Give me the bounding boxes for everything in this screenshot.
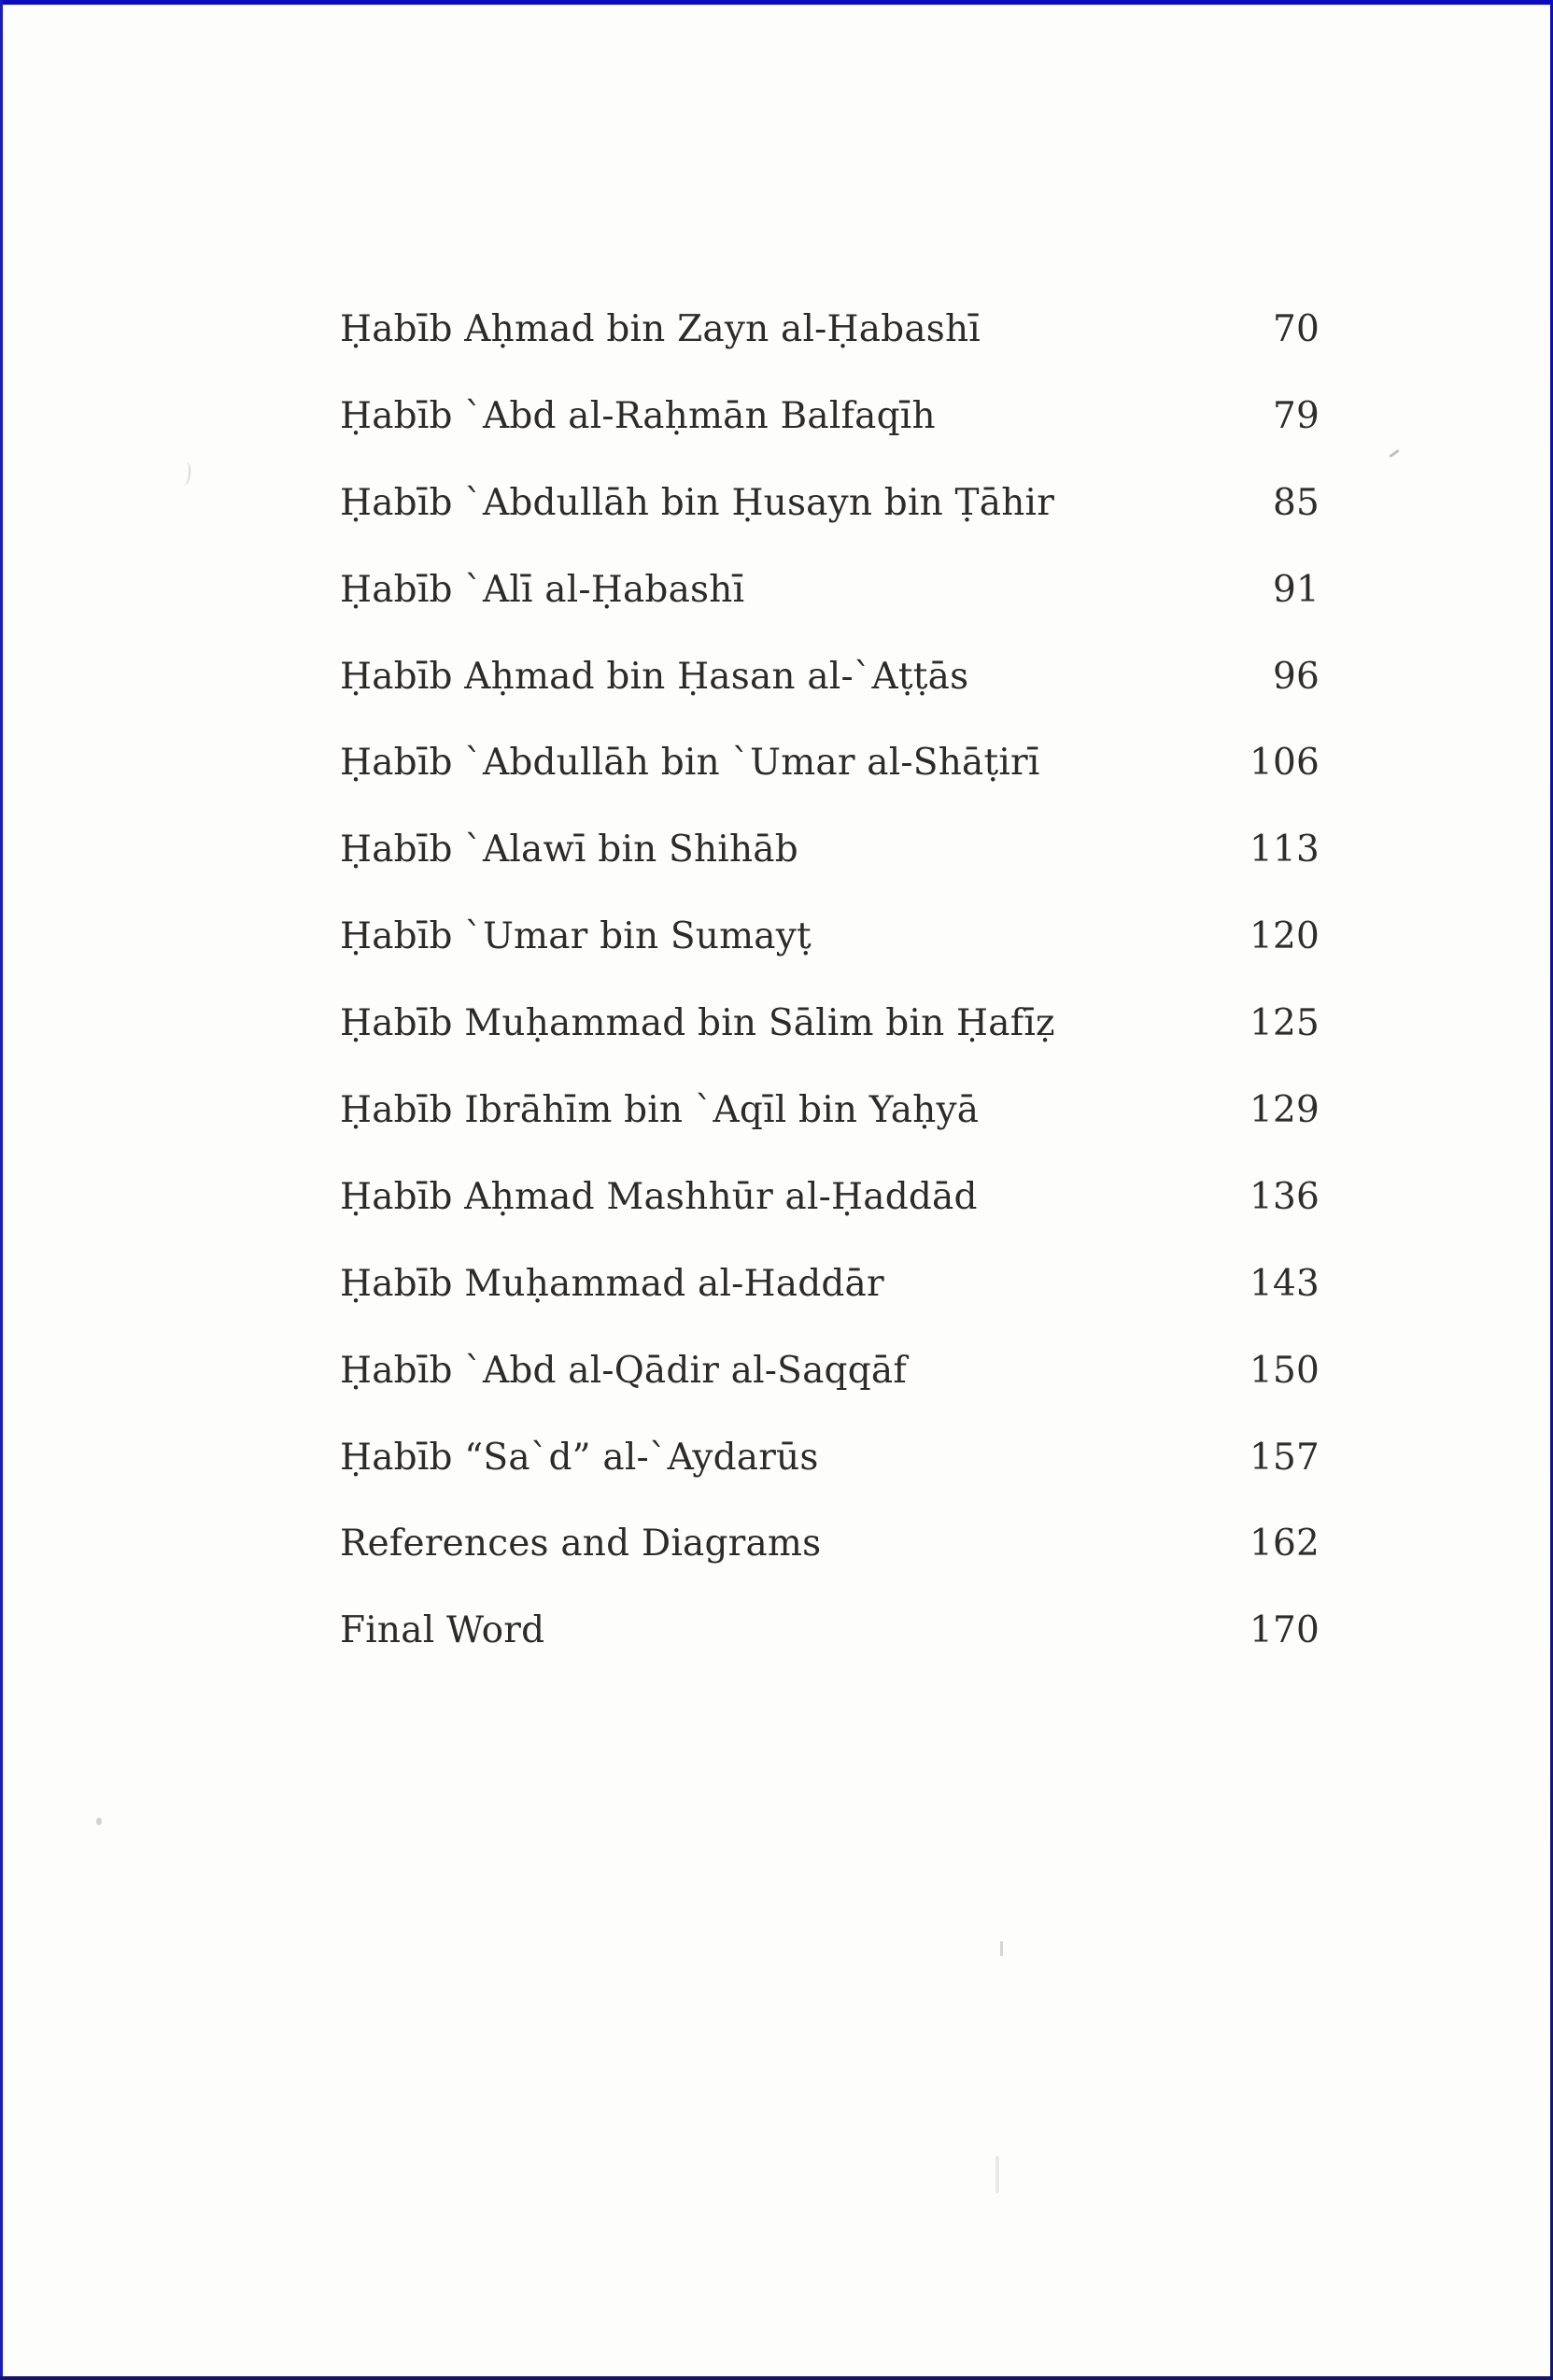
toc-entry-page-number: 129 [1249, 1088, 1320, 1131]
scan-artifact [96, 1818, 102, 1825]
toc-entry-page-number: 70 [1272, 307, 1320, 350]
toc-entry-title: Ḥabīb Muḥammad bin Sālim bin Ḥafīẓ [340, 1002, 1055, 1045]
toc-entry-title: References and Diagrams [340, 1523, 822, 1565]
table-of-contents [340, 286, 1320, 1674]
scan-artifact [178, 460, 192, 486]
toc-entry-title: Ḥabīb `Alawī bin Shihāb [340, 829, 798, 871]
toc-entry [340, 1154, 1320, 1240]
toc-entry-title: Ḥabīb Aḥmad bin Zayn al-Ḥabashī [340, 307, 981, 350]
toc-entry-page-number: 85 [1272, 481, 1320, 524]
toc-entry-page-number: 96 [1272, 655, 1320, 698]
toc-entry [340, 980, 1320, 1067]
toc-entry-title: Ḥabīb `Abdullāh bin `Umar al-Shāṭirī [340, 742, 1040, 785]
toc-entry-page-number: 150 [1249, 1349, 1320, 1392]
toc-entry-title: Ḥabīb Aḥmad bin Ḥasan al-`Aṭṭās [340, 655, 969, 698]
toc-entry-page-number: 162 [1249, 1523, 1320, 1565]
toc-entry-title: Ḥabīb `Abdullāh bin Ḥusayn bin Ṭāhir [340, 481, 1055, 524]
toc-entry-title: Final Word [340, 1609, 545, 1652]
page-border-top [0, 0, 1553, 5]
toc-entry-page-number: 106 [1249, 742, 1320, 785]
toc-entry [340, 1067, 1320, 1154]
toc-entry-page-number: 125 [1249, 1002, 1320, 1045]
toc-entry-page-number: 79 [1272, 394, 1320, 437]
toc-entry-page-number: 120 [1249, 915, 1320, 958]
toc-entry-title: Ḥabīb `Abd al-Qādir al-Saqqāf [340, 1349, 907, 1392]
toc-entry [340, 1500, 1320, 1587]
toc-entry [340, 1414, 1320, 1501]
toc-entry-page-number: 113 [1249, 829, 1320, 871]
toc-entry-title: Ḥabīb `Alī al-Ḥabashī [340, 568, 745, 611]
toc-entry [340, 893, 1320, 980]
toc-entry [340, 1587, 1320, 1674]
toc-entry [340, 719, 1320, 806]
toc-entry-page-number: 91 [1272, 568, 1320, 611]
scan-artifact [1000, 1941, 1003, 1956]
toc-entry [340, 1327, 1320, 1414]
toc-entry-page-number: 136 [1249, 1175, 1320, 1218]
toc-entry-page-number: 157 [1249, 1436, 1320, 1479]
toc-entry-title: Ḥabīb Muḥammad al-Haddār [340, 1262, 884, 1305]
toc-entry-title: Ḥabīb Ibrāhīm bin `Aqīl bin Yaḥyā [340, 1088, 980, 1131]
toc-entry-title: Ḥabīb `Abd al-Raḥmān Balfaqīh [340, 394, 936, 437]
toc-entry [340, 373, 1320, 460]
toc-entry-title: Ḥabīb “Sa`d” al-`Aydarūs [340, 1436, 819, 1479]
toc-entry [340, 1240, 1320, 1327]
toc-entry-title: Ḥabīb Aḥmad Mashhūr al-Ḥaddād [340, 1175, 978, 1218]
page-border-bottom [0, 2376, 1553, 2380]
toc-entry-title: Ḥabīb `Umar bin Sumayṭ [340, 915, 812, 958]
scan-artifact [995, 2156, 999, 2193]
page-border-left [0, 0, 3, 2380]
toc-entry [340, 806, 1320, 893]
toc-entry [340, 286, 1320, 373]
toc-entry-page-number: 143 [1249, 1262, 1320, 1305]
scan-artifact [1389, 449, 1400, 458]
toc-entry [340, 633, 1320, 720]
toc-entry [340, 546, 1320, 633]
toc-entry-page-number: 170 [1249, 1609, 1320, 1652]
toc-entry [340, 460, 1320, 546]
